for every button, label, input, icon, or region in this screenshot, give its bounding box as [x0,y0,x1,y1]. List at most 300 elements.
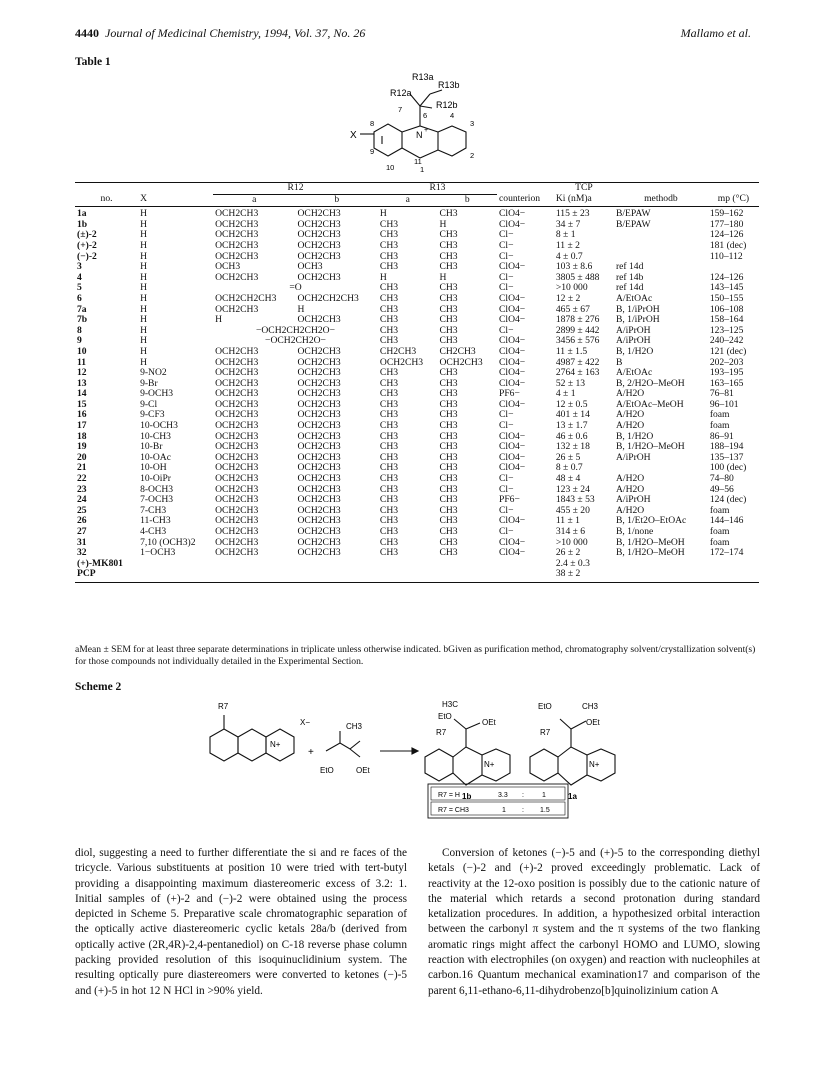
cell-no: (−)-2 [77,250,97,262]
cell-no: 13 [77,377,87,389]
table-row [75,421,759,432]
cell-r13b: CH3 [439,536,458,548]
cell-x: 8-OCH3 [140,483,174,495]
table-row [75,326,759,337]
cell-r12a: OCH2CH3 [215,430,259,442]
cell-x: H [140,261,147,273]
cell-ki: 2.4 ± 0.3 [555,557,590,569]
cell-ion: ClO4− [499,208,526,220]
struct-n-charge: + [424,127,429,134]
cell-ki: 26 ± 2 [555,547,581,559]
table-row [75,474,759,485]
cell-ion: Cl− [499,473,514,485]
cell-mp: 124 (dec) [709,494,747,506]
cell-no: 11 [77,356,87,368]
cell-r13a: H [379,208,387,220]
cell-no: 7a [77,303,87,315]
cell-mp: 135–137 [709,451,744,463]
cell-no: 20 [77,451,87,463]
cell-r13a: CH3 [379,282,399,294]
cell-r12b: OCH2CH3 [297,409,341,421]
cell-r13b: CH3 [439,377,458,389]
scheme-h3c-1b: H3C [442,700,459,709]
cell-r12a: OCH2CH3 [215,218,259,230]
scheme-eto-1a: EtO [538,702,552,711]
cell-no: (+)-MK801 [77,557,123,569]
page-number: 4440 [75,26,99,40]
cell-mp: foam [709,409,730,421]
scheme-oet-1b: OEt [482,718,496,727]
cell-no: 25 [77,504,87,516]
struct-r13a: R13a [412,72,434,82]
cell-no: 6 [77,292,82,304]
cell-method: A/iPrOH [615,451,651,463]
cell-r12b: OCH2CH3 [297,494,341,506]
table-title: Table 1 [75,56,111,68]
cell-no: 3 [77,261,82,273]
cell-ion: Cl− [499,250,514,262]
cell-r12span: −OCH2CH2O− [265,335,326,347]
scheme-n-1b: N+ [484,760,495,769]
cell-r12b: OCH2CH3 [297,229,341,241]
cell-r12a: OCH2CH3 [215,398,259,410]
cell-r12a: OCH2CH3 [215,229,259,241]
cell-r13b: CH3 [439,483,458,495]
cell-r13a: CH3 [379,335,399,347]
cell-r12a: OCH2CH3 [215,526,259,537]
struct-num-4: 4 [450,111,455,120]
cell-r12b: OCH2CH3 [297,398,341,410]
cell-ion: PF6− [499,388,520,400]
scheme-ch3-1a: CH3 [582,702,599,711]
cell-ki: 314 ± 6 [555,526,586,537]
table-group-header [75,183,759,195]
cell-ki: 48 ± 4 [555,473,581,485]
cell-ion: ClO4− [499,430,526,442]
ratio-box [428,784,568,818]
cell-r13b: CH3 [439,515,458,527]
cell-r12a: OCH2CH3 [215,462,259,474]
cell-ki: 1843 ± 53 [555,494,595,506]
cell-x: H [140,314,147,326]
cell-no: 17 [77,420,87,432]
cell-r13a: CH3 [379,239,399,251]
group-r13: R13 [378,183,497,195]
cell-ki: 11 ± 2 [555,239,580,251]
cell-method: A/H2O [615,388,645,400]
cell-mp: 86–91 [709,430,734,442]
cell-r13a: CH3 [379,430,399,442]
cell-r13a [378,569,438,582]
cell-r12b: OCH2CH3 [297,250,341,262]
cell-mp: 181 (dec) [709,239,747,251]
cell-no: 1b [77,218,88,230]
cell-ki: 11 ± 1 [555,515,580,527]
cell-no: 4 [77,271,82,283]
cell-x [138,559,213,570]
scheme-eto-reagent: EtO [320,766,334,775]
cell-x: 1−OCH3 [140,547,176,559]
cell-mp: 188–194 [709,441,744,453]
cell-method [614,559,708,570]
cell-r12a: OCH2CH3 [215,409,259,421]
cell-ki: 1878 ± 276 [555,314,600,326]
cell-r12a: OCH2CH3 [215,547,259,559]
cell-ki: 34 ± 7 [555,218,581,230]
cell-x: 4-CH3 [140,526,167,537]
cell-ki: >10 000 [555,536,588,548]
cell-mp: 76–81 [709,388,734,400]
cell-x: 9-Cl [140,398,158,410]
cell-r13a: CH3 [379,261,399,273]
cell-r12a: OCH2CH3 [215,356,259,368]
cell-r13b: CH3 [439,441,458,453]
cell-r13b [437,569,497,582]
scheme-label-1b: 1b [462,792,472,801]
cell-mp: 106–108 [709,303,744,315]
cell-x: 9-NO2 [140,367,167,379]
table-footnote: aMean ± SEM for at least three separate determinations in triplicate unless otherwise indicated. bGiven as purification method, chromatography solvent/crystallization solvent(s) for those compounds not individually detailed in the Experimental Section. [75,644,756,667]
cell-ki: 103 ± 8.6 [555,261,593,273]
cell-x: 9-CF3 [140,409,165,421]
cell-ion: ClO4− [499,218,526,230]
cell-r12a: OCH2CH3 [215,420,259,432]
table-row [75,273,759,284]
cell-r13b: CH3 [439,324,458,336]
cell-x: 10-OH [140,462,167,474]
struct-x: X [350,130,357,141]
ratio-r7-row-1: R7 = H [438,792,460,799]
cell-ion: ClO4− [499,547,526,559]
cell-x: H [140,250,147,262]
journal-name: Journal of Medicinal Chemistry, 1994, Vol. 37, No. 26 [105,26,366,40]
cell-no: 26 [77,515,87,527]
cell-r13b: CH3 [439,335,458,347]
cell-no: 23 [77,483,87,495]
scheme-ch3-reagent: CH3 [346,722,363,731]
struct-num-6: 6 [423,111,428,120]
cell-r12b [296,559,378,570]
cell-no: 16 [77,409,87,421]
cell-r12b: OCH2CH3 [297,356,341,368]
cell-r12span: =O [289,282,302,294]
cell-r12b: OCH2CH3 [297,504,341,516]
cell-r12b: OCH2CH3 [297,271,341,283]
cell-r13b: CH3 [439,229,458,241]
cell-r13a: CH3 [379,409,399,421]
table-row [75,315,759,326]
cell-ion: ClO4− [499,303,526,315]
cell-ki: 123 ± 24 [555,483,590,495]
cell-x: H [140,345,147,357]
cell-r13a: CH3 [379,292,399,304]
cell-r12a [213,559,295,570]
cell-r13b: CH3 [439,303,458,315]
cell-r13a: CH3 [379,536,399,548]
cell-x: H [140,356,147,368]
cell-method: B [615,356,623,368]
cell-r12b: OCH2CH3 [297,430,341,442]
cell-method: ref 14b [615,271,644,283]
cell-r13b: CH3 [439,409,458,421]
cell-r12a: OCH2CH3 [215,250,259,262]
cell-ion: ClO4− [499,261,526,273]
cell-ion: ClO4− [499,367,526,379]
col-ki: Ki (nM)a [554,194,614,207]
cell-method: A/EtOAc [615,367,653,379]
table-row [75,495,759,506]
cell-r12a: OCH2CH2CH3 [215,292,277,304]
cell-mp: 163–165 [709,377,744,389]
cell-mp: 193–195 [709,367,744,379]
cell-ion: ClO4− [499,462,526,474]
cell-no: 9 [77,335,82,347]
cell-r13a: CH3 [379,526,399,537]
cell-x: H [140,292,147,304]
scheme-plus: + [308,747,314,758]
ratio-v2-row-1: 1 [542,792,546,799]
cell-x: H [140,218,147,230]
journal-citation [75,26,365,41]
cell-x: 7-CH3 [140,504,167,516]
cell-ion: PF6− [499,494,520,506]
cell-method: B, 1/iPrOH [615,314,660,326]
cell-r12b: OCH2CH3 [297,515,341,527]
cell-method: B, 1/H2O [615,345,654,357]
cell-method: B, 2/H2O–MeOH [615,377,685,389]
cell-ki: 12 ± 0.5 [555,398,588,410]
cell-mp: 110–112 [709,250,743,262]
cell-ki: 8 ± 1 [555,229,576,241]
cell-mp: foam [709,526,730,537]
cell-method: B, 1/none [615,526,654,537]
cell-x: H [140,324,147,336]
scheme-r7-start: R7 [218,702,229,711]
cell-r13b: CH3 [439,451,458,463]
cell-r13b: CH3 [439,494,458,506]
cell-mp: 100 (dec) [709,462,747,474]
cell-r13a: CH3 [379,303,399,315]
table-row [75,262,759,273]
cell-ki: 115 ± 23 [555,208,590,220]
scheme-bonds [210,715,615,785]
struct-num-11: 11 [414,157,422,166]
cell-r12b: H [297,303,305,315]
cell-no: 21 [77,462,87,474]
table-row [75,252,759,263]
col-method: methodb [614,194,708,207]
cell-r13a: CH3 [379,377,399,389]
table-row [75,569,759,582]
cell-ki: >10 000 [555,282,588,294]
body-text-left-column: diol, suggesting a need to further differentiate the si and re faces of the tricycle. Various substituents at position 10 were tried with tert-butyl providing a disappointing maximum diastereomeric excess of 3.2: 1. Initial samples of (+)-2 and (−)-2 were obtained using the process depicted in Scheme 5. Preparative scale chromatographic separation of the optically active diastereomeric cyclic ketals 28a/b (derived from optically active (2R,4R)-2,4-pentanediol) on C-18 reverse phase column packing provided resolution of this isoquinuclidinium system. The resulting optically pure diastereomers were converted to ketones (−)-5 and (+)-5 in hot 12 N HCl in >90% yield. [75,847,407,997]
cell-r12a: OCH2CH3 [215,367,259,379]
cell-no: 12 [77,367,87,379]
ratio-r7-row-2: R7 = CH3 [438,807,469,814]
cell-mp: 96–101 [709,398,739,410]
cell-r13b: CH3 [439,547,458,559]
cell-r12b: OCH3 [297,261,323,273]
cell-no: 7b [77,314,88,326]
col-r13b: b [437,194,497,207]
cell-mp: 49–56 [709,483,734,495]
cell-r13a: CH3 [379,367,399,379]
cell-x: 10-OAc [140,451,171,463]
cell-ion: Cl− [499,504,514,516]
cell-r13b: CH3 [439,430,458,442]
cell-method: A/H2O [615,504,645,516]
scheme-label-1a: 1a [568,792,577,801]
col-r13a: a [378,194,438,207]
col-no: no. [75,194,138,207]
col-r12b: b [296,194,378,207]
cell-no: 32 [77,547,87,559]
cell-r13b: H [439,271,447,283]
cell-method: B/EPAW [615,218,651,230]
cell-ki: 3456 ± 576 [555,335,600,347]
table-row [75,379,759,390]
scheme-diagram [200,695,620,830]
scheme-x-counterion: X− [300,718,311,727]
struct-num-2: 2 [470,151,475,160]
data-table [75,182,759,583]
cell-no: 10 [77,345,87,357]
cell-ion [497,569,554,582]
cell-r12a: OCH2CH3 [215,377,259,389]
cell-r12a: OCH2CH3 [215,515,259,527]
group-tcp: TCP [554,183,614,195]
cell-no: 31 [77,536,87,548]
cell-r13a: CH3 [379,229,399,241]
cell-mp: 202–203 [709,356,744,368]
cell-method: A/H2O [615,409,645,421]
cell-r12a: OCH2CH3 [215,239,259,251]
cell-ki: 26 ± 5 [555,451,581,463]
cell-x: H [140,282,147,294]
col-counterion: counterion [497,194,554,207]
cell-r13a: CH3 [379,250,399,262]
table-body [75,207,759,583]
cell-ion: Cl− [499,271,514,283]
cell-ion: ClO4− [499,515,526,527]
cell-ion: Cl− [499,324,514,336]
cell-ion: Cl− [499,239,514,251]
cell-no: (±)-2 [77,229,97,241]
table-row [75,230,759,241]
cell-mp: 177–180 [709,218,744,230]
scheme-oet-1a: OEt [586,718,600,727]
cell-method: ref 14d [615,261,644,273]
cell-r13b [437,559,497,570]
table-row [75,453,759,464]
table-row [75,527,759,538]
cell-mp: 123–125 [709,324,744,336]
cell-r12b: OCH2CH3 [297,473,341,485]
group-r12: R12 [213,183,378,195]
cell-method [614,569,708,582]
cell-r13a: CH3 [379,324,399,336]
cell-r13b: CH3 [439,420,458,432]
cell-mp: foam [709,420,730,432]
cell-r12b: OCH2CH3 [297,367,341,379]
cell-x: H [140,303,147,315]
cell-x: H [140,335,147,347]
cell-method: A/iPrOH [615,494,651,506]
cell-mp: 143–145 [709,282,744,294]
cell-r12b: OCH2CH3 [297,483,341,495]
cell-method: B, 1/H2O–MeOH [615,441,685,453]
body-text-right-column: Conversion of ketones (−)-5 and (+)-5 to the corresponding diethyl ketals (−)-2 and (+)-2 proved exceedingly problematic. Lack of reactivity at the 12-oxo position is possibly due to the cationic nature of the material which retards a second protonation during standard ketalization procedures. In addition, a hypothesized orbital interaction between the carbonyl π system and the π systems of the two flanking aromatic rings might affect the carbonyl HOMO and LUMO, slowing reaction with electrophiles (on oxygen) and reaction with nucleophiles at carbon.16 Quantum mechanical examination17 and comparison of the parent 6,11-ethano-6,11-dihydrobenzo[b]quinolizinium cation A [428,847,760,997]
cell-method: B/EPAW [615,208,651,220]
cell-r13b: CH3 [439,388,458,400]
cell-ki: 401 ± 14 [555,409,590,421]
cell-r12b: OCH2CH3 [297,420,341,432]
cell-r13a: OCH2CH3 [379,356,424,368]
cell-x: 10-Br [140,441,163,453]
table-row [75,442,759,453]
cell-no: 1a [77,208,87,220]
cell-r13b: CH3 [439,526,458,537]
cell-ion: ClO4− [499,451,526,463]
cell-mp: 124–126 [709,271,744,283]
ratio-sep-row-1: : [522,792,524,799]
table-row [75,548,759,559]
scheme-n-start: N+ [270,740,281,749]
cell-r13a: CH3 [379,218,399,230]
cell-ki: 132 ± 18 [555,441,590,453]
struct-num-7: 7 [398,105,403,114]
cell-ion: ClO4− [499,441,526,453]
cell-ion: Cl− [499,526,514,537]
cell-no: 27 [77,526,87,537]
cell-ion: ClO4− [499,536,526,548]
cell-ki: 2764 ± 163 [555,367,600,379]
cell-r12b: OCH2CH3 [297,547,341,559]
cell-r13a: CH3 [379,441,399,453]
cell-r12a: OCH2CH3 [215,208,259,220]
cell-x: 10-CH3 [140,430,171,442]
cell-ion: Cl− [499,483,514,495]
cell-r13a: CH3 [379,451,399,463]
cell-no: 8 [77,324,82,336]
cell-r12b: OCH2CH2CH3 [297,292,359,304]
cell-mp: 121 (dec) [709,345,747,357]
cell-ion: ClO4− [499,377,526,389]
cell-r13a: H [379,271,387,283]
cell-r12b [296,569,378,582]
scheme-oet-reagent: OEt [356,766,370,775]
cell-x: 10-OiPr [140,473,171,485]
cell-ki: 3805 ± 488 [555,271,600,283]
cell-r13a: CH3 [379,398,399,410]
cell-ki: 11 ± 1.5 [555,345,588,357]
cell-ki: 465 ± 67 [555,303,590,315]
scheme-n-1a: N+ [589,760,600,769]
ratio-v1-row-1: 3.3 [498,792,508,799]
ratio-v1-row-2: 1 [502,807,506,814]
cell-r12a: OCH2CH3 [215,536,259,548]
cell-ion: ClO4− [499,345,526,357]
cell-ion: Cl− [499,229,514,241]
cell-no: 15 [77,398,87,410]
cell-r12a: OCH2CH3 [215,441,259,453]
cell-ion: Cl− [499,409,514,421]
cell-r12a: H [215,314,223,326]
struct-num-8: 8 [370,119,375,128]
cell-r12b: OCH2CH3 [297,441,341,453]
table-row [75,485,759,496]
struct-n: N [416,130,423,140]
